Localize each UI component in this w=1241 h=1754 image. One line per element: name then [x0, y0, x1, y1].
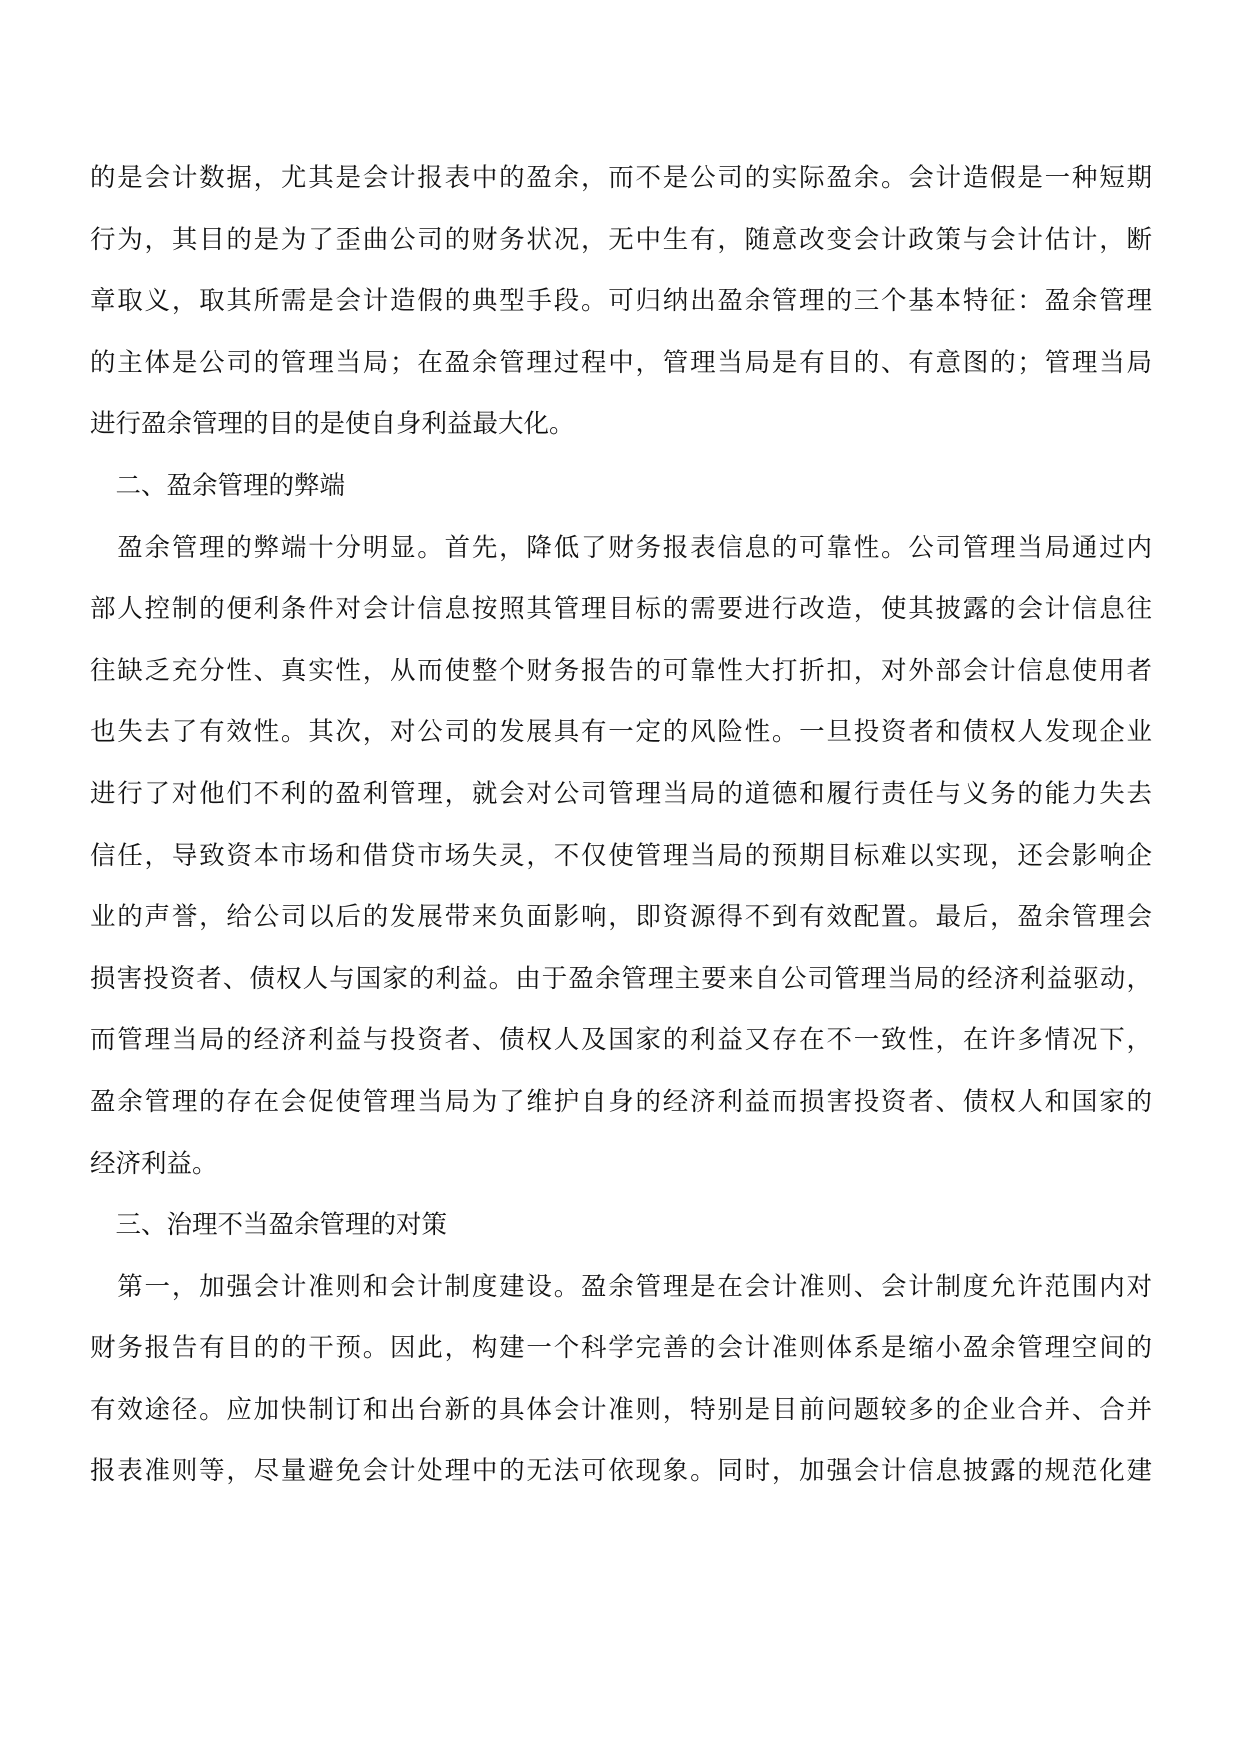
text-line: 财务报告有目的的干预。因此，构建一个科学完善的会计准则体系是缩小盈余管理空间的	[90, 1333, 1152, 1364]
text-line: 损害投资者、债权人与国家的利益。由于盈余管理主要来自公司管理当局的经济利益驱动，	[90, 963, 1152, 994]
text-line: 报表准则等，尽量避免会计处理中的无法可依现象。同时，加强会计信息披露的规范化建	[90, 1456, 1152, 1487]
text-line: 的是会计数据，尤其是会计报表中的盈余，而不是公司的实际盈余。会计造假是一种短期	[90, 163, 1152, 193]
text-line: 信任，导致资本市场和借贷市场失灵，不仅使管理当局的预期目标难以实现，还会影响企	[90, 840, 1152, 871]
text-line: 进行了对他们不利的盈利管理，就会对公司管理当局的道德和履行责任与义务的能力失去	[90, 778, 1152, 809]
document-body	[90, 148, 1152, 1503]
text-line: 也失去了有效性。其次，对公司的发展具有一定的风险性。一旦投资者和债权人发现企业	[90, 717, 1152, 748]
text-line: 部人控制的便利条件对会计信息按照其管理目标的需要进行改造，使其披露的会计信息往	[90, 594, 1152, 625]
text-line: 往缺乏充分性、真实性，从而使整个财务报告的可靠性大打折扣，对外部会计信息使用者	[90, 655, 1152, 686]
text-line: 行为，其目的是为了歪曲公司的财务状况，无中生有，随意改变会计政策与会计估计，断	[90, 224, 1152, 255]
section-heading: 二、盈余管理的弊端	[90, 470, 346, 501]
text-line: 的主体是公司的管理当局；在盈余管理过程中，管理当局是有目的、有意图的；管理当局	[90, 347, 1152, 378]
text-line: 业的声誉，给公司以后的发展带来负面影响，即资源得不到有效配置。最后，盈余管理会	[90, 902, 1152, 933]
text-line: 章取义，取其所需是会计造假的典型手段。可归纳出盈余管理的三个基本特征：盈余管理	[90, 286, 1152, 317]
text-line: 第一，加强会计准则和会计制度建设。盈余管理是在会计准则、会计制度允许范围内对	[90, 1271, 1152, 1302]
text-line: 经济利益。	[90, 1148, 218, 1179]
text-line: 进行盈余管理的目的是使自身利益最大化。	[90, 409, 575, 440]
text-line: 而管理当局的经济利益与投资者、债权人及国家的利益又存在不一致性，在许多情况下，	[90, 1025, 1152, 1056]
section-heading: 三、治理不当盈余管理的对策	[90, 1210, 448, 1241]
text-line: 盈余管理的弊端十分明显。首先，降低了财务报表信息的可靠性。公司管理当局通过内	[90, 532, 1152, 563]
text-line: 盈余管理的存在会促使管理当局为了维护自身的经济利益而损害投资者、债权人和国家的	[90, 1086, 1152, 1117]
text-line: 有效途径。应加快制订和出台新的具体会计准则，特别是目前问题较多的企业合并、合并	[90, 1394, 1152, 1425]
